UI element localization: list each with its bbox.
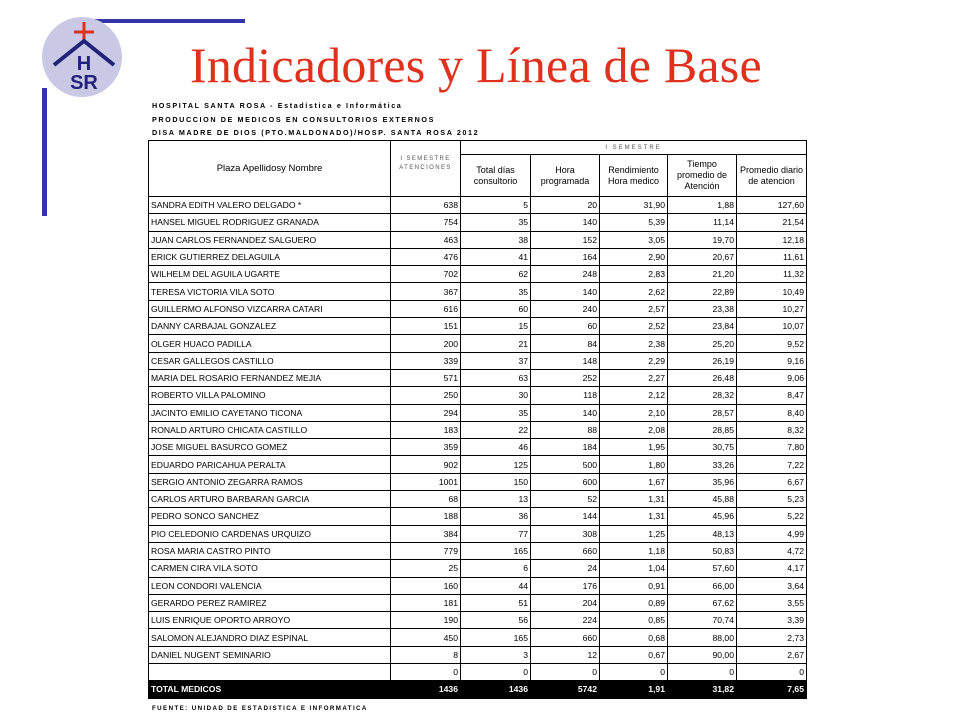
total-days-cell: 46 [461, 439, 531, 456]
doctor-name-cell: SERGIO ANTONIO ZEGARRA RAMOS [149, 473, 391, 490]
doctor-name-cell: ROSA MARIA CASTRO PINTO [149, 542, 391, 559]
daily-avg-cell: 2,73 [737, 629, 807, 646]
table-row [149, 560, 807, 577]
programmed-hours-cell: 500 [531, 456, 600, 473]
table-row [149, 352, 807, 369]
programmed-hours-cell: 248 [531, 266, 600, 283]
daily-avg-cell: 0 [737, 664, 807, 681]
daily-avg-cell: 10,27 [737, 300, 807, 317]
doctor-name-cell: OLGER HUACO PADILLA [149, 335, 391, 352]
attentions-cell: 160 [391, 577, 461, 594]
programmed-hours-cell: 0 [531, 664, 600, 681]
daily-avg-cell: 21,54 [737, 214, 807, 231]
doctor-name-cell: CARMEN CIRA VILA SOTO [149, 560, 391, 577]
doctor-name-cell [149, 664, 391, 681]
avg-time-cell: 45,96 [668, 508, 737, 525]
attentions-cell: 8 [391, 646, 461, 663]
total-days-cell: 51 [461, 594, 531, 611]
doctor-name-cell: HANSEL MIGUEL RODRIGUEZ GRANADA [149, 214, 391, 231]
table-row [149, 525, 807, 542]
avg-time-cell: 19,70 [668, 231, 737, 248]
programmed-hours-cell: 60 [531, 318, 600, 335]
total-days-cell: 0 [461, 664, 531, 681]
avg-time-cell: 33,26 [668, 456, 737, 473]
performance-cell: 2,08 [600, 421, 668, 438]
daily-avg-cell: 10,07 [737, 318, 807, 335]
semester-group-header: I SEMESTRE [461, 141, 807, 155]
performance-cell: 2,52 [600, 318, 668, 335]
performance-cell: 2,90 [600, 248, 668, 265]
table-row [149, 266, 807, 283]
total-row [149, 681, 807, 698]
total-days-cell: 36 [461, 508, 531, 525]
total-attentions-cell: 1436 [391, 681, 461, 698]
table-row [149, 491, 807, 508]
total-days-cell: 13 [461, 491, 531, 508]
total-days-cell: 56 [461, 612, 531, 629]
total-days-cell: 62 [461, 266, 531, 283]
daily-avg-cell: 9,06 [737, 369, 807, 386]
total-days-cell: 77 [461, 525, 531, 542]
table-row [149, 542, 807, 559]
table-row [149, 664, 807, 681]
programmed-hours-cell: 88 [531, 421, 600, 438]
daily-avg-cell: 12,18 [737, 231, 807, 248]
attentions-cell: 181 [391, 594, 461, 611]
total-days-cell: 3 [461, 646, 531, 663]
attentions-cell: 571 [391, 369, 461, 386]
programmed-hours-cell: 600 [531, 473, 600, 490]
attentions-cell: 616 [391, 300, 461, 317]
programmed-hours-cell: 660 [531, 542, 600, 559]
doctor-name-cell: ERICK GUTIERREZ DELAGUILA [149, 248, 391, 265]
table-row [149, 369, 807, 386]
total-avg-time-cell: 31,82 [668, 681, 737, 698]
performance-cell: 1,18 [600, 542, 668, 559]
avg-time-cell: 23,84 [668, 318, 737, 335]
doctor-name-cell: SALOMON ALEJANDRO DIAZ ESPINAL [149, 629, 391, 646]
daily-avg-cell: 11,61 [737, 248, 807, 265]
doctor-name-cell: GERARDO PEREZ RAMIREZ [149, 594, 391, 611]
daily-avg-cell: 8,32 [737, 421, 807, 438]
daily-avg-cell: 3,64 [737, 577, 807, 594]
avg-time-cell: 90,00 [668, 646, 737, 663]
table-row [149, 612, 807, 629]
table-row [149, 214, 807, 231]
name-column-header: Plaza Apellidosy Nombre [149, 141, 391, 197]
total-days-cell: 38 [461, 231, 531, 248]
programmed-hours-cell: 52 [531, 491, 600, 508]
doctor-name-cell: MARIA DEL ROSARIO FERNANDEZ MEJIA [149, 369, 391, 386]
performance-cell: 0,91 [600, 577, 668, 594]
attentions-cell: 250 [391, 387, 461, 404]
avg-time-cell: 11,14 [668, 214, 737, 231]
table-row [149, 387, 807, 404]
total-days-cell: 15 [461, 318, 531, 335]
table-row [149, 335, 807, 352]
daily-avg-cell: 4,17 [737, 560, 807, 577]
programmed-hours-cell: 144 [531, 508, 600, 525]
avg-time-cell: 48,13 [668, 525, 737, 542]
slide-title: Indicadores y Línea de Base [190, 37, 762, 93]
total-performance-cell: 1,91 [600, 681, 668, 698]
total-days-cell: 165 [461, 629, 531, 646]
daily-avg-cell: 5,22 [737, 508, 807, 525]
performance-cell: 0,67 [600, 646, 668, 663]
attentions-cell: 367 [391, 283, 461, 300]
attentions-cell: 200 [391, 335, 461, 352]
doctor-name-cell: DANIEL NUGENT SEMINARIO [149, 646, 391, 663]
programmed-hours-cell: 118 [531, 387, 600, 404]
performance-cell: 1,67 [600, 473, 668, 490]
doctor-name-cell: WILHELM DEL AGUILA UGARTE [149, 266, 391, 283]
source-note: FUENTE: UNIDAD DE ESTADISTICA E INFORMATICA [152, 705, 368, 712]
daily-avg-cell: 127,60 [737, 197, 807, 214]
performance-cell: 2,57 [600, 300, 668, 317]
attentions-cell: 339 [391, 352, 461, 369]
attentions-cell: 463 [391, 231, 461, 248]
avg-time-cell: 21,20 [668, 266, 737, 283]
avg-time-cell: 30,75 [668, 439, 737, 456]
daily-avg-cell: 7,22 [737, 456, 807, 473]
attentions-cell: 450 [391, 629, 461, 646]
semester-attentions-header: I SEMESTRE ATENCIONES [391, 141, 461, 197]
programmed-hours-cell: 140 [531, 404, 600, 421]
total-days-cell: 150 [461, 473, 531, 490]
attentions-cell: 638 [391, 197, 461, 214]
performance-cell: 3,05 [600, 231, 668, 248]
table-row [149, 231, 807, 248]
table-row [149, 421, 807, 438]
doctor-name-cell: PEDRO SONCO SANCHEZ [149, 508, 391, 525]
total-days-cell: 6 [461, 560, 531, 577]
total-days-cell: 60 [461, 300, 531, 317]
performance-cell: 0,89 [600, 594, 668, 611]
avg-time-cell: 23,38 [668, 300, 737, 317]
performance-cell: 2,62 [600, 283, 668, 300]
total-programmed-hours-cell: 5742 [531, 681, 600, 698]
column-header-programmed-hours: Hora programada [531, 155, 600, 197]
total-doctor-name-cell: TOTAL MEDICOS [149, 681, 391, 698]
performance-cell: 1,31 [600, 491, 668, 508]
doctor-name-cell: EDUARDO PARICAHUA PERALTA [149, 456, 391, 473]
total-days-cell: 35 [461, 404, 531, 421]
attentions-cell: 188 [391, 508, 461, 525]
performance-cell: 1,25 [600, 525, 668, 542]
column-header-total-days: Total días consultorio [461, 155, 531, 197]
avg-time-cell: 57,60 [668, 560, 737, 577]
avg-time-cell: 20,67 [668, 248, 737, 265]
attentions-cell: 902 [391, 456, 461, 473]
column-header-daily-avg: Promedio diario de atencion [737, 155, 807, 197]
total-days-cell: 5 [461, 197, 531, 214]
column-header-avg-time: Tiempo promedio de Atención [668, 155, 737, 197]
total-days-cell: 35 [461, 214, 531, 231]
daily-avg-cell: 9,52 [737, 335, 807, 352]
doctor-name-cell: CESAR GALLEGOS CASTILLO [149, 352, 391, 369]
performance-cell: 0,85 [600, 612, 668, 629]
performance-cell: 2,12 [600, 387, 668, 404]
programmed-hours-cell: 240 [531, 300, 600, 317]
attentions-cell: 359 [391, 439, 461, 456]
doctor-name-cell: JOSE MIGUEL BASURCO GOMEZ [149, 439, 391, 456]
doctor-name-cell: GUILLERMO ALFONSO VIZCARRA CATARI [149, 300, 391, 317]
hospital-logo-icon [40, 15, 124, 99]
attentions-cell: 25 [391, 560, 461, 577]
programmed-hours-cell: 176 [531, 577, 600, 594]
attentions-cell: 384 [391, 525, 461, 542]
doctor-name-cell: CARLOS ARTURO BARBARAN GARCIA [149, 491, 391, 508]
total-days-cell: 21 [461, 335, 531, 352]
performance-cell: 31,90 [600, 197, 668, 214]
doctor-production-table [148, 140, 807, 699]
total-days-cell: 44 [461, 577, 531, 594]
attentions-cell: 476 [391, 248, 461, 265]
daily-avg-cell: 9,16 [737, 352, 807, 369]
programmed-hours-cell: 84 [531, 335, 600, 352]
daily-avg-cell: 3,39 [737, 612, 807, 629]
doctor-name-cell: RONALD ARTURO CHICATA CASTILLO [149, 421, 391, 438]
attentions-cell: 183 [391, 421, 461, 438]
column-header-performance: Rendimiento Hora medico [600, 155, 668, 197]
programmed-hours-cell: 184 [531, 439, 600, 456]
table-row [149, 646, 807, 663]
daily-avg-cell: 3,55 [737, 594, 807, 611]
avg-time-cell: 26,19 [668, 352, 737, 369]
performance-cell: 1,95 [600, 439, 668, 456]
performance-cell: 0 [600, 664, 668, 681]
total-daily-avg-cell: 7,65 [737, 681, 807, 698]
decorative-side-bar [42, 88, 47, 216]
performance-cell: 0,68 [600, 629, 668, 646]
daily-avg-cell: 2,67 [737, 646, 807, 663]
table-row [149, 508, 807, 525]
programmed-hours-cell: 224 [531, 612, 600, 629]
total-days-cell: 30 [461, 387, 531, 404]
table-row [149, 300, 807, 317]
daily-avg-cell: 4,72 [737, 542, 807, 559]
report-header-line-2: PRODUCCION DE MEDICOS EN CONSULTORIOS EXTERNOS [152, 115, 435, 124]
daily-avg-cell: 6,67 [737, 473, 807, 490]
daily-avg-cell: 7,80 [737, 439, 807, 456]
performance-cell: 1,80 [600, 456, 668, 473]
programmed-hours-cell: 24 [531, 560, 600, 577]
report-header-line-3: DISA MADRE DE DIOS (PTO.MALDONADO)/HOSP. SANTA ROSA 2012 [152, 128, 480, 137]
total-days-cell: 63 [461, 369, 531, 386]
avg-time-cell: 1,88 [668, 197, 737, 214]
avg-time-cell: 45,88 [668, 491, 737, 508]
total-days-cell: 37 [461, 352, 531, 369]
doctor-name-cell: JACINTO EMILIO CAYETANO TICONA [149, 404, 391, 421]
table-row [149, 577, 807, 594]
avg-time-cell: 28,32 [668, 387, 737, 404]
attentions-cell: 754 [391, 214, 461, 231]
performance-cell: 5,39 [600, 214, 668, 231]
programmed-hours-cell: 140 [531, 214, 600, 231]
attentions-cell: 779 [391, 542, 461, 559]
attentions-cell: 1001 [391, 473, 461, 490]
logo-text-bottom: SR [70, 72, 98, 94]
programmed-hours-cell: 204 [531, 594, 600, 611]
total-days-cell: 35 [461, 283, 531, 300]
programmed-hours-cell: 660 [531, 629, 600, 646]
programmed-hours-cell: 308 [531, 525, 600, 542]
avg-time-cell: 67,62 [668, 594, 737, 611]
performance-cell: 2,27 [600, 369, 668, 386]
avg-time-cell: 0 [668, 664, 737, 681]
avg-time-cell: 70,74 [668, 612, 737, 629]
attentions-cell: 0 [391, 664, 461, 681]
doctor-name-cell: JUAN CARLOS FERNANDEZ SALGUERO [149, 231, 391, 248]
table-row [149, 404, 807, 421]
attentions-cell: 151 [391, 318, 461, 335]
total-days-cell: 41 [461, 248, 531, 265]
programmed-hours-cell: 12 [531, 646, 600, 663]
table-row [149, 318, 807, 335]
avg-time-cell: 35,96 [668, 473, 737, 490]
daily-avg-cell: 10,49 [737, 283, 807, 300]
performance-cell: 2,83 [600, 266, 668, 283]
table-row [149, 629, 807, 646]
doctor-name-cell: LEON CONDORI VALENCIA [149, 577, 391, 594]
attentions-cell: 68 [391, 491, 461, 508]
performance-cell: 2,38 [600, 335, 668, 352]
table-row [149, 248, 807, 265]
programmed-hours-cell: 148 [531, 352, 600, 369]
daily-avg-cell: 5,23 [737, 491, 807, 508]
performance-cell: 2,10 [600, 404, 668, 421]
table-row [149, 439, 807, 456]
doctor-name-cell: ROBERTO VILLA PALOMINO [149, 387, 391, 404]
attentions-cell: 294 [391, 404, 461, 421]
programmed-hours-cell: 164 [531, 248, 600, 265]
avg-time-cell: 66,00 [668, 577, 737, 594]
doctor-name-cell: TERESA VICTORIA VILA SOTO [149, 283, 391, 300]
programmed-hours-cell: 152 [531, 231, 600, 248]
performance-cell: 1,04 [600, 560, 668, 577]
avg-time-cell: 26,48 [668, 369, 737, 386]
total-total-days-cell: 1436 [461, 681, 531, 698]
avg-time-cell: 88,00 [668, 629, 737, 646]
programmed-hours-cell: 252 [531, 369, 600, 386]
avg-time-cell: 22,89 [668, 283, 737, 300]
daily-avg-cell: 4,99 [737, 525, 807, 542]
report-header-line-1: HOSPITAL SANTA ROSA - Estadística e Informática [152, 101, 403, 110]
doctor-name-cell: PIO CELEDONIO CARDENAS URQUIZO [149, 525, 391, 542]
total-days-cell: 165 [461, 542, 531, 559]
attentions-cell: 702 [391, 266, 461, 283]
table-row [149, 283, 807, 300]
table-row [149, 473, 807, 490]
total-days-cell: 22 [461, 421, 531, 438]
avg-time-cell: 28,85 [668, 421, 737, 438]
programmed-hours-cell: 20 [531, 197, 600, 214]
performance-cell: 1,31 [600, 508, 668, 525]
attentions-cell: 190 [391, 612, 461, 629]
total-days-cell: 125 [461, 456, 531, 473]
performance-cell: 2,29 [600, 352, 668, 369]
doctor-name-cell: SANDRA EDITH VALERO DELGADO * [149, 197, 391, 214]
daily-avg-cell: 11,32 [737, 266, 807, 283]
doctor-name-cell: LUIS ENRIQUE OPORTO ARROYO [149, 612, 391, 629]
doctor-name-cell: DANNY CARBAJAL GONZALEZ [149, 318, 391, 335]
table-row [149, 594, 807, 611]
logo-text-top: H [76, 53, 92, 75]
avg-time-cell: 25,20 [668, 335, 737, 352]
daily-avg-cell: 8,47 [737, 387, 807, 404]
avg-time-cell: 28,57 [668, 404, 737, 421]
table-row [149, 197, 807, 214]
daily-avg-cell: 8,40 [737, 404, 807, 421]
avg-time-cell: 50,83 [668, 542, 737, 559]
programmed-hours-cell: 140 [531, 283, 600, 300]
table-row [149, 456, 807, 473]
